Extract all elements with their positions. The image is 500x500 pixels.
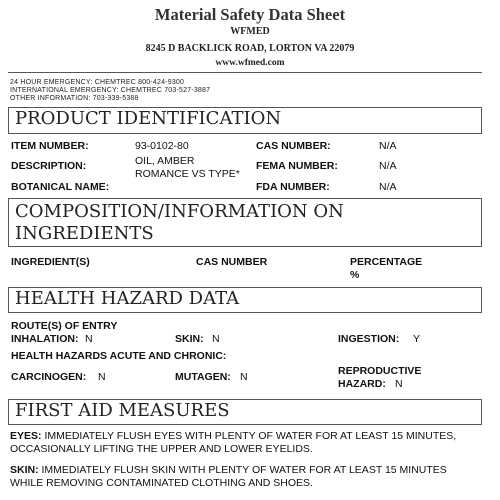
emergency-line-24h: 24 HOUR EMERGENCY: CHEMTREC 800-424-9300: [10, 79, 185, 86]
skin-first-aid: [10, 464, 490, 477]
carcinogen-label: CARCINOGEN:: [11, 371, 87, 383]
reproductive-hazard-value: N: [395, 378, 403, 390]
ingestion-value: Y: [413, 333, 421, 345]
header-divider: [8, 72, 482, 73]
skin-label: SKIN:: [10, 464, 39, 476]
section-title: FIRST AID MEASURES: [15, 400, 230, 421]
cas-number-label: CAS NUMBER:: [256, 140, 331, 152]
percent-sign: %: [350, 269, 360, 281]
health-hazards-acute-chronic-label: HEALTH HAZARDS ACUTE AND CHRONIC:: [11, 350, 227, 362]
botanical-name-label: BOTANICAL NAME:: [11, 181, 110, 193]
ingestion-label: INGESTION:: [338, 333, 400, 345]
inhalation-label: INHALATION:: [11, 333, 79, 345]
section-heading-first-aid: [8, 399, 482, 425]
section-title: PRODUCT IDENTIFICATION: [15, 108, 282, 129]
fema-number-label: FEMA NUMBER:: [256, 160, 338, 172]
cas-number-value: N/A: [379, 140, 397, 152]
skin-instruction-line2: WHILE REMOVING CONTAMINATED CLOTHING AND SHOES.: [10, 477, 313, 489]
percentage-column-header: PERCENTAGE: [350, 256, 423, 268]
company-address: 8245 D BACKLICK ROAD, LORTON VA 22079: [145, 43, 355, 54]
eyes-instruction-line2: OCCASIONALLY LIFTING THE UPPER AND LOWER EYELIDS.: [10, 443, 313, 455]
fema-number-value: N/A: [379, 160, 397, 172]
item-number-label: ITEM NUMBER:: [11, 140, 89, 152]
description-value-line1: OIL, AMBER: [135, 155, 195, 167]
reproductive-hazard-label-line1: REPRODUCTIVE: [338, 365, 422, 377]
ingredients-column-header: INGREDIENT(S): [11, 256, 90, 268]
skin-route-value: N: [212, 333, 220, 345]
fda-number-value: N/A: [379, 181, 397, 193]
description-label: DESCRIPTION:: [11, 160, 87, 172]
reproductive-hazard-label-line2: HAZARD:: [338, 378, 386, 390]
document-title: Material Safety Data Sheet: [154, 5, 346, 24]
eyes-instruction-line1: IMMEDIATELY FLUSH EYES WITH PLENTY OF WATER FOR AT LEAST 15 MINUTES,: [44, 430, 457, 442]
company-website: www.wfmed.com: [215, 58, 285, 68]
inhalation-value: N: [85, 333, 93, 345]
item-number-value: 93-0102-80: [135, 140, 189, 152]
section-heading-composition: [8, 198, 482, 247]
eyes-label: EYES:: [10, 430, 42, 442]
emergency-line-international: INTERNATIONAL EMERGENCY: CHEMTREC 703-527-3887: [10, 87, 211, 94]
section-title-line2: INGREDIENTS: [15, 223, 154, 244]
emergency-line-other: OTHER INFORMATION: 703-339-5388: [10, 95, 139, 102]
description-value-line2: ROMANCE VS TYPE*: [135, 168, 240, 180]
carcinogen-value: N: [98, 371, 106, 383]
company-name: WFMED: [230, 26, 270, 37]
routes-of-entry-label: ROUTE(S) OF ENTRY: [11, 320, 118, 332]
fda-number-label: FDA NUMBER:: [256, 181, 330, 193]
skin-route-label: SKIN:: [175, 333, 204, 345]
mutagen-label: MUTAGEN:: [175, 371, 231, 383]
section-title-line1: COMPOSITION/INFORMATION ON: [15, 201, 344, 222]
eyes-first-aid: [10, 430, 490, 443]
section-heading-product-identification: [8, 107, 482, 134]
mutagen-value: N: [240, 371, 248, 383]
section-title: HEALTH HAZARD DATA: [15, 288, 240, 309]
section-heading-health-hazard: [8, 287, 482, 313]
cas-number-column-header: CAS NUMBER: [196, 256, 268, 268]
skin-instruction-line1: IMMEDIATELY FLUSH SKIN WITH PLENTY OF WATER FOR AT LEAST 15 MINUTES: [41, 464, 447, 476]
